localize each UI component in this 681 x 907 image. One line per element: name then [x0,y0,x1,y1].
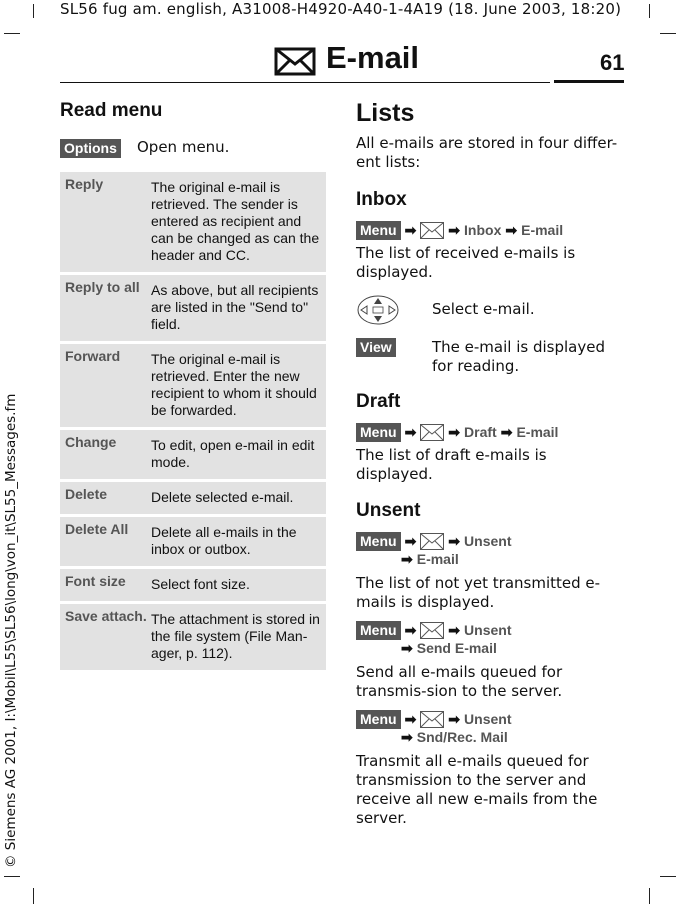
menu-description: The original e-mail is retrieved. Enter the new recipient to whom it should be forwarded. [151,351,317,418]
arrow-icon: ➡ [404,222,417,238]
envelope-icon [420,222,444,239]
view-text: The e-mail is displayed for reading. [432,338,605,375]
menu-row [60,172,326,272]
menu-option: Save attach. [65,608,147,624]
arrow-icon: ➡ [404,533,417,549]
menu-softkey: Menu [356,532,401,551]
menu-description: Delete all e-mails in the inbox or outbox. [151,524,297,557]
arrow-icon: ➡ [448,711,461,727]
crop-mark [649,888,650,904]
menu-softkey: Menu [356,221,401,240]
navigation-key-icon [356,294,400,326]
arrow-icon: ➡ [448,533,461,549]
path-item: Unsent [464,533,512,549]
menu-softkey: Menu [356,423,401,442]
arrow-icon: ➡ [401,551,413,567]
menu-option: Forward [65,348,121,364]
unsent-heading: Unsent [356,500,421,521]
read-menu-heading: Read menu [60,100,163,121]
unsent-menu-path-cont [356,729,624,746]
options-description: Open menu. [137,138,230,156]
menu-row [60,275,326,341]
menu-description: Select font size. [151,576,250,592]
page-number: 61 [600,50,625,75]
title-bar [60,40,624,84]
draft-menu-path [356,423,624,442]
lists-heading: Lists [356,99,415,127]
menu-description: Delete selected e-mail. [151,489,294,505]
path-item: Snd/Rec. Mail [416,729,508,745]
arrow-icon: ➡ [448,222,461,238]
menu-option: Delete All [65,521,129,537]
view-row [356,338,624,376]
unsent-menu-path [356,532,624,551]
envelope-icon [420,711,444,728]
view-softkey: View [356,338,396,357]
arrow-icon: ➡ [404,622,417,638]
send-text: Send all e-mails queued for transmis-sion to the server. [356,663,563,700]
unsent-menu-path [356,710,624,729]
crop-mark [660,33,676,34]
crop-mark [4,876,20,877]
arrow-icon: ➡ [401,640,413,656]
envelope-icon [420,424,444,441]
menu-option: Change [65,434,117,450]
arrow-icon: ➡ [404,711,417,727]
menu-softkey: Menu [356,710,401,729]
path-item: Inbox [464,222,502,238]
draft-heading: Draft [356,391,401,412]
crop-mark [33,888,34,904]
arrow-icon: ➡ [401,729,413,745]
menu-row [60,569,326,601]
crop-mark [649,4,650,18]
draft-text: The list of draft e-mails is displayed. [356,446,547,483]
menu-option: Delete [65,486,108,502]
crop-mark [660,876,676,877]
menu-option: Reply to all [65,279,140,295]
menu-table [60,172,326,670]
menu-row [60,482,326,514]
nav-row [356,294,624,328]
path-item: E-mail [416,551,459,567]
unsent-menu-path-cont [356,640,624,657]
path-item: Unsent [464,711,512,727]
path-item: Unsent [464,622,512,638]
arrow-icon: ➡ [500,424,513,440]
menu-description: To edit, open e-mail in edit mode. [151,437,315,470]
arrow-icon: ➡ [448,424,461,440]
envelope-icon [274,47,316,76]
side-note: © Siemens AG 2001, I:\Mobil\L55\SL56\long\von_it\SL55_Messages.fm [3,393,19,868]
title-rule [60,82,550,83]
right-column [356,98,624,828]
crop-mark [4,33,20,34]
menu-softkey: Menu [356,621,401,640]
menu-description: As above, but all recipients are listed in the "Send to" field. [151,282,319,332]
arrow-icon: ➡ [448,622,461,638]
arrow-icon: ➡ [404,424,417,440]
menu-row [60,430,326,479]
inbox-heading: Inbox [356,189,407,210]
inbox-text: The list of received e-mails is displayed. [356,244,576,281]
left-column [60,100,326,673]
menu-description: The attachment is stored in the file system (File Man-ager, p. 112). [151,611,320,661]
menu-option: Font size [65,573,126,589]
path-item: Draft [464,424,497,440]
menu-option: Reply [65,176,104,192]
crop-mark [33,4,34,18]
options-softkey: Options [60,139,121,158]
menu-row [60,517,326,566]
unsent-menu-path [356,621,624,640]
page-title: E-mail [326,40,420,75]
path-item: E-mail [516,424,559,440]
page-number-rule [554,80,624,83]
envelope-icon [420,622,444,639]
arrow-icon: ➡ [505,222,518,238]
snd-rec-text: Transmit all e-mails queued for transmission to the server and receive all new e-mails from the server. [356,752,598,827]
unsent-menu-path-cont [356,551,624,568]
inbox-menu-path [356,221,624,240]
lists-intro: All e-mails are stored in four differ-ent lists: [356,134,618,171]
options-row [60,138,326,168]
menu-description: The original e-mail is retrieved. The sender is entered as recipient and can be changed as can the header and CC. [151,179,320,263]
path-item: Send E-mail [416,640,497,656]
running-header: SL56 fug am. english, A31008-H4920-A40-1-4A19 (18. June 2003, 18:20) [60,0,622,18]
menu-row [60,604,326,670]
path-item: E-mail [521,222,564,238]
envelope-icon [420,533,444,550]
nav-text: Select e-mail. [432,300,535,318]
menu-row [60,344,326,427]
unsent-text: The list of not yet transmitted e-mails is displayed. [356,574,601,611]
